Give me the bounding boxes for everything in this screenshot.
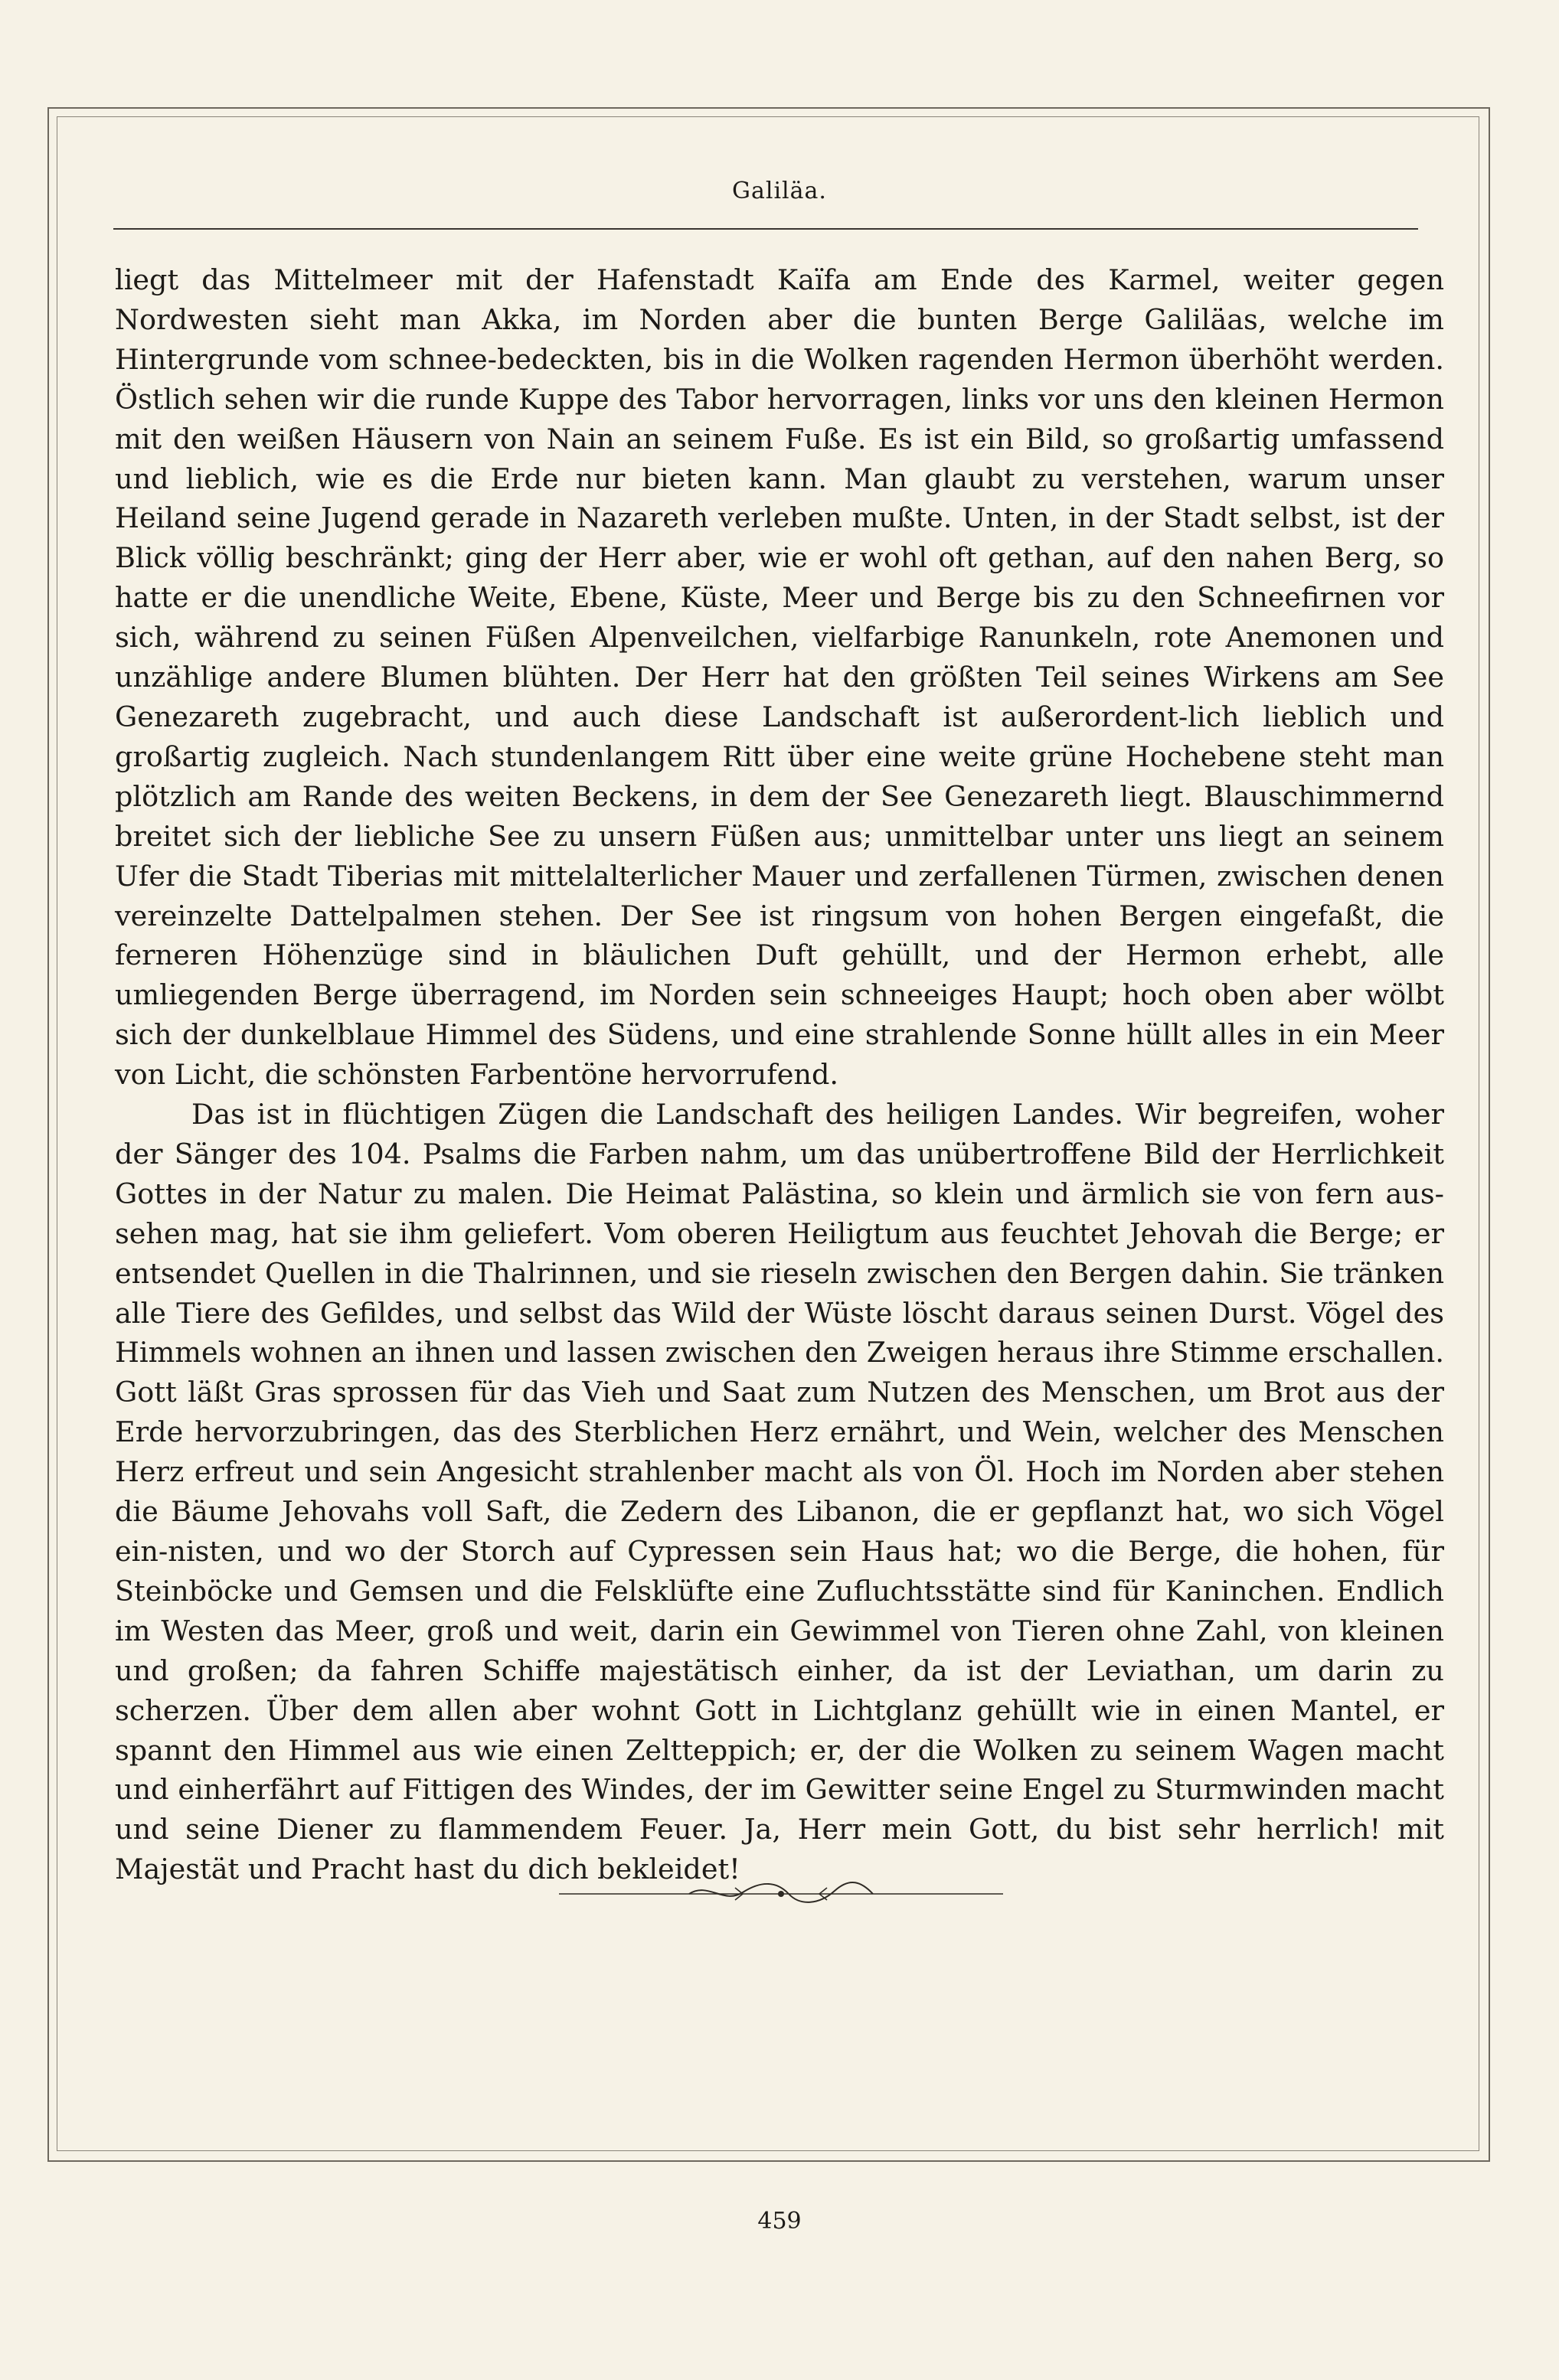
page-number: 459	[757, 2208, 802, 2235]
ornament-divider	[559, 1877, 1003, 1908]
body-text	[115, 260, 1444, 1889]
paragraph-2: Das ist in flüchtigen Zügen die Landschaft des heiligen Landes. Wir begreifen, woher der Sänger des 104. Psalms die Farben nahm, um das unübertroffene Bild der Herrlichkeit Gottes in der Natur zu malen. Die Heimat Palästina, so klein und ärmlich sie von fern aus-sehen mag, hat sie ihm geliefert. Vom oberen Heiligtum aus feuchtet Jehovah die Berge; er entsendet Quellen in die Thalrinnen, und sie rieseln zwischen den Bergen dahin. Sie tränken alle Tiere des Gefildes, und selbst das Wild der Wüste löscht daraus seinen Durst. Vögel des Himmels wohnen an ihnen und lassen zwischen den Zweigen heraus ihre Stimme erschallen. Gott läßt Gras sprossen für das Vieh und Saat zum Nutzen des Menschen, um Brot aus der Erde hervorzubringen, das des Sterblichen Herz ernährt, und Wein, welcher des Menschen Herz erfreut und sein Angesicht strahlenber macht als von Öl. Hoch im Norden aber stehen die Bäume Jehovahs voll Saft, die Zedern des Libanon, die er gepflanzt hat, wo sich Vögel ein-nisten, und wo der Storch auf Cypressen sein Haus hat; wo die Berge, die hohen, für Steinböcke und Gemsen und die Felsklüfte eine Zufluchtsstätte sind für Kaninchen. Endlich im Westen das Meer, groß und weit, darin ein Gewimmel von Tieren ohne Zahl, von kleinen und großen; da fahren Schiffe majestätisch einher, da ist der Leviathan, um darin zu scherzen. Über dem allen aber wohnt Gott in Lichtglanz gehüllt wie in einen Mantel, er spannt den Himmel aus wie einen Zeltteppich; er, der die Wolken zu seinem Wagen macht und einherfährt auf Fittigen des Windes, der im Gewitter seine Engel zu Sturmwinden macht und seine Diener zu flammendem Feuer. Ja, Herr mein Gott, du bist sehr herrlich! mit Majestät und Pracht hast du dich bekleidet!	[115, 1098, 1444, 1886]
header-rule	[113, 228, 1418, 230]
paragraph-1: liegt das Mittelmeer mit der Hafenstadt Kaïfa am Ende des Karmel, weiter gegen Nordwesten sieht man Akka, im Norden aber die bunten Berge Galiläas, welche im Hintergrunde vom schnee-bedeckten, bis in die Wolken ragenden Hermon überhöht werden. Östlich sehen wir die runde Kuppe des Tabor hervorragen, links vor uns den kleinen Hermon mit den weißen Häusern von Nain an seinem Fuße. Es ist ein Bild, so großartig umfassend und lieblich, wie es die Erde nur bieten kann. Man glaubt zu verstehen, warum unser Heiland seine Jugend gerade in Nazareth verleben mußte. Unten, in der Stadt selbst, ist der Blick völlig beschränkt; ging der Herr aber, wie er wohl oft gethan, auf den nahen Berg, so hatte er die unendliche Weite, Ebene, Küste, Meer und Berge bis zu den Schneefirnen vor sich, während zu seinen Füßen Alpenveilchen, vielfarbige Ranunkeln, rote Anemonen und unzählige andere Blumen blühten. Der Herr hat den größten Teil seines Wirkens am See Genezareth zugebracht, und auch diese Landschaft ist außerordent-lich lieblich und großartig zugleich. Nach stundenlangem Ritt über eine weite grüne Hochebene steht man plötzlich am Rande des weiten Beckens, in dem der See Genezareth liegt. Blauschimmernd breitet sich der liebliche See zu unsern Füßen aus; unmittelbar unter uns liegt an seinem Ufer die Stadt Tiberias mit mittelalterlicher Mauer und zerfallenen Türmen, zwischen denen vereinzelte Dattelpalmen stehen. Der See ist ringsum von hohen Bergen eingefaßt, die ferneren Höhenzüge sind in bläulichen Duft gehüllt, und der Hermon erhebt, alle umliegenden Berge überragend, im Norden sein schneeiges Haupt; hoch oben aber wölbt sich der dunkelblaue Himmel des Südens, und eine strahlende Sonne hüllt alles in ein Meer von Licht, die schönsten Farbentöne hervorrufend.	[115, 263, 1444, 1092]
running-title: Galiläa.	[732, 178, 827, 204]
